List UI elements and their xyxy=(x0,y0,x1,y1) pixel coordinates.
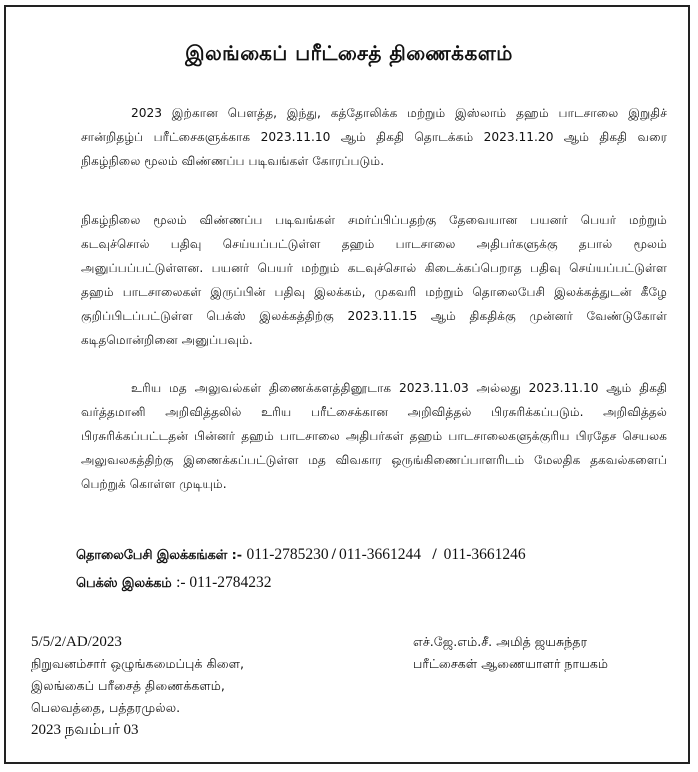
paragraph-text: உரிய மத அலுவல்கள் திணைக்களத்தினூடாக 2023.11.03 அல்லது 2023.11.10 ஆம் திகதி வர்த்தமானி அறிவித்தலில் உரிய பரீட்சைக்கான அறிவித்தல் பிரசுரிக்கப்படும். அறிவித்தல் பிரசுரிக்கப்பட்டதன் பின்னர் தஹம் பாடசாலை அதிபர்கள் தஹம் பாடசாலைகளுக்குரிய பிரதேச செயலக அலுவலகத்திற்கு இணைக்கப்பட்டுள்ள மத விவகார ஒருங்கிணைப்பாளரிடம் மேலதிக தகவல்களைப் பெற்றுக் கொள்ள முடியும். xyxy=(81,381,667,491)
branch-name: நிறுவனம்சார் ஒழுங்கமைப்புக் கிளை, xyxy=(31,656,245,671)
department-name: இலங்கைப் பரீசைத் திணைக்களம், xyxy=(31,678,225,693)
phone-separator: / xyxy=(428,546,441,563)
fax-label: பெக்ஸ் இலக்கம் xyxy=(76,576,172,591)
reference-number: 5/5/2/AD/2023 xyxy=(31,634,122,650)
fax-number: :- 011-2784232 xyxy=(176,574,272,591)
signatory-block xyxy=(413,631,608,675)
page-title: இலங்கைப் பரீட்சைத் திணைக்களம் xyxy=(185,41,513,65)
fax-number-line xyxy=(76,574,272,592)
notice-frame xyxy=(4,5,690,764)
phone-separator: / xyxy=(331,546,336,563)
paragraph-text: 2023 இற்கான பௌத்த, இந்து, கத்தோலிக்க மற்றும் இஸ்லாம் தஹம் பாடசாலை இறுதிச் சான்றிதழ்ப் பரீட்சைகளுக்காக 2023.11.10 ஆம் திகதி தொடக்கம் 2023.11.20 ஆம் திகதி வரை நிகழ்நிலை மூலம் விண்ணப்ப படிவங்கள் கோரப்படும். xyxy=(81,106,667,168)
reference-block xyxy=(31,631,244,741)
paragraph-login-credentials xyxy=(81,208,667,352)
phone-label: தொலைபேசி இலக்கங்கள் :- xyxy=(76,548,243,563)
paragraph-text: நிகழ்நிலை மூலம் விண்ணப்ப படிவங்கள் சமர்ப்பிப்பதற்கு தேவையான பயனர் பெயர் மற்றும் கடவுச்சொல் பதிவு செய்யப்பட்டுள்ள தஹம் பாடசாலை அதிபர்களுக்கு தபால் மூலம் அனுப்பப்பட்டுள்ளன. பயனர் பெயர் மற்றும் கடவுச்சொல் கிடைக்கப்பெறாத பதிவு செய்யப்பட்டுள்ள தஹம் பாடசாலைகள் இருப்பின் பதிவு இலக்கம், முகவரி மற்றும் தொலைபேசி இலக்கத்துடன் கீழே குறிப்பிடப்பட்டுள்ள பெக்ஸ் இலக்கத்திற்கு 2023.11.15 ஆம் திகதிக்கு முன்னர் வேண்டுகோள் கடிதமொன்றினை அனுப்பவும். xyxy=(81,213,667,347)
phone-number-2: 011-3661244 xyxy=(338,546,422,563)
paragraph-application-period xyxy=(81,101,667,173)
department-location: பெலவத்தை, பத்தரமுல்ல. xyxy=(31,700,181,715)
phone-number-3: 011-3661246 xyxy=(443,546,526,563)
phone-number-1: 011-2785230 xyxy=(246,546,329,563)
paragraph-gazette-notice xyxy=(81,376,667,496)
signatory-name: எச்.ஜே.எம்.சீ. அமித் ஜயசுந்தர xyxy=(413,634,588,649)
phone-numbers-line xyxy=(76,546,526,564)
issue-date: 2023 நவம்பர் 03 xyxy=(31,722,139,738)
signatory-designation: பரீட்சைகள் ஆணையாளர் நாயகம் xyxy=(413,656,609,671)
